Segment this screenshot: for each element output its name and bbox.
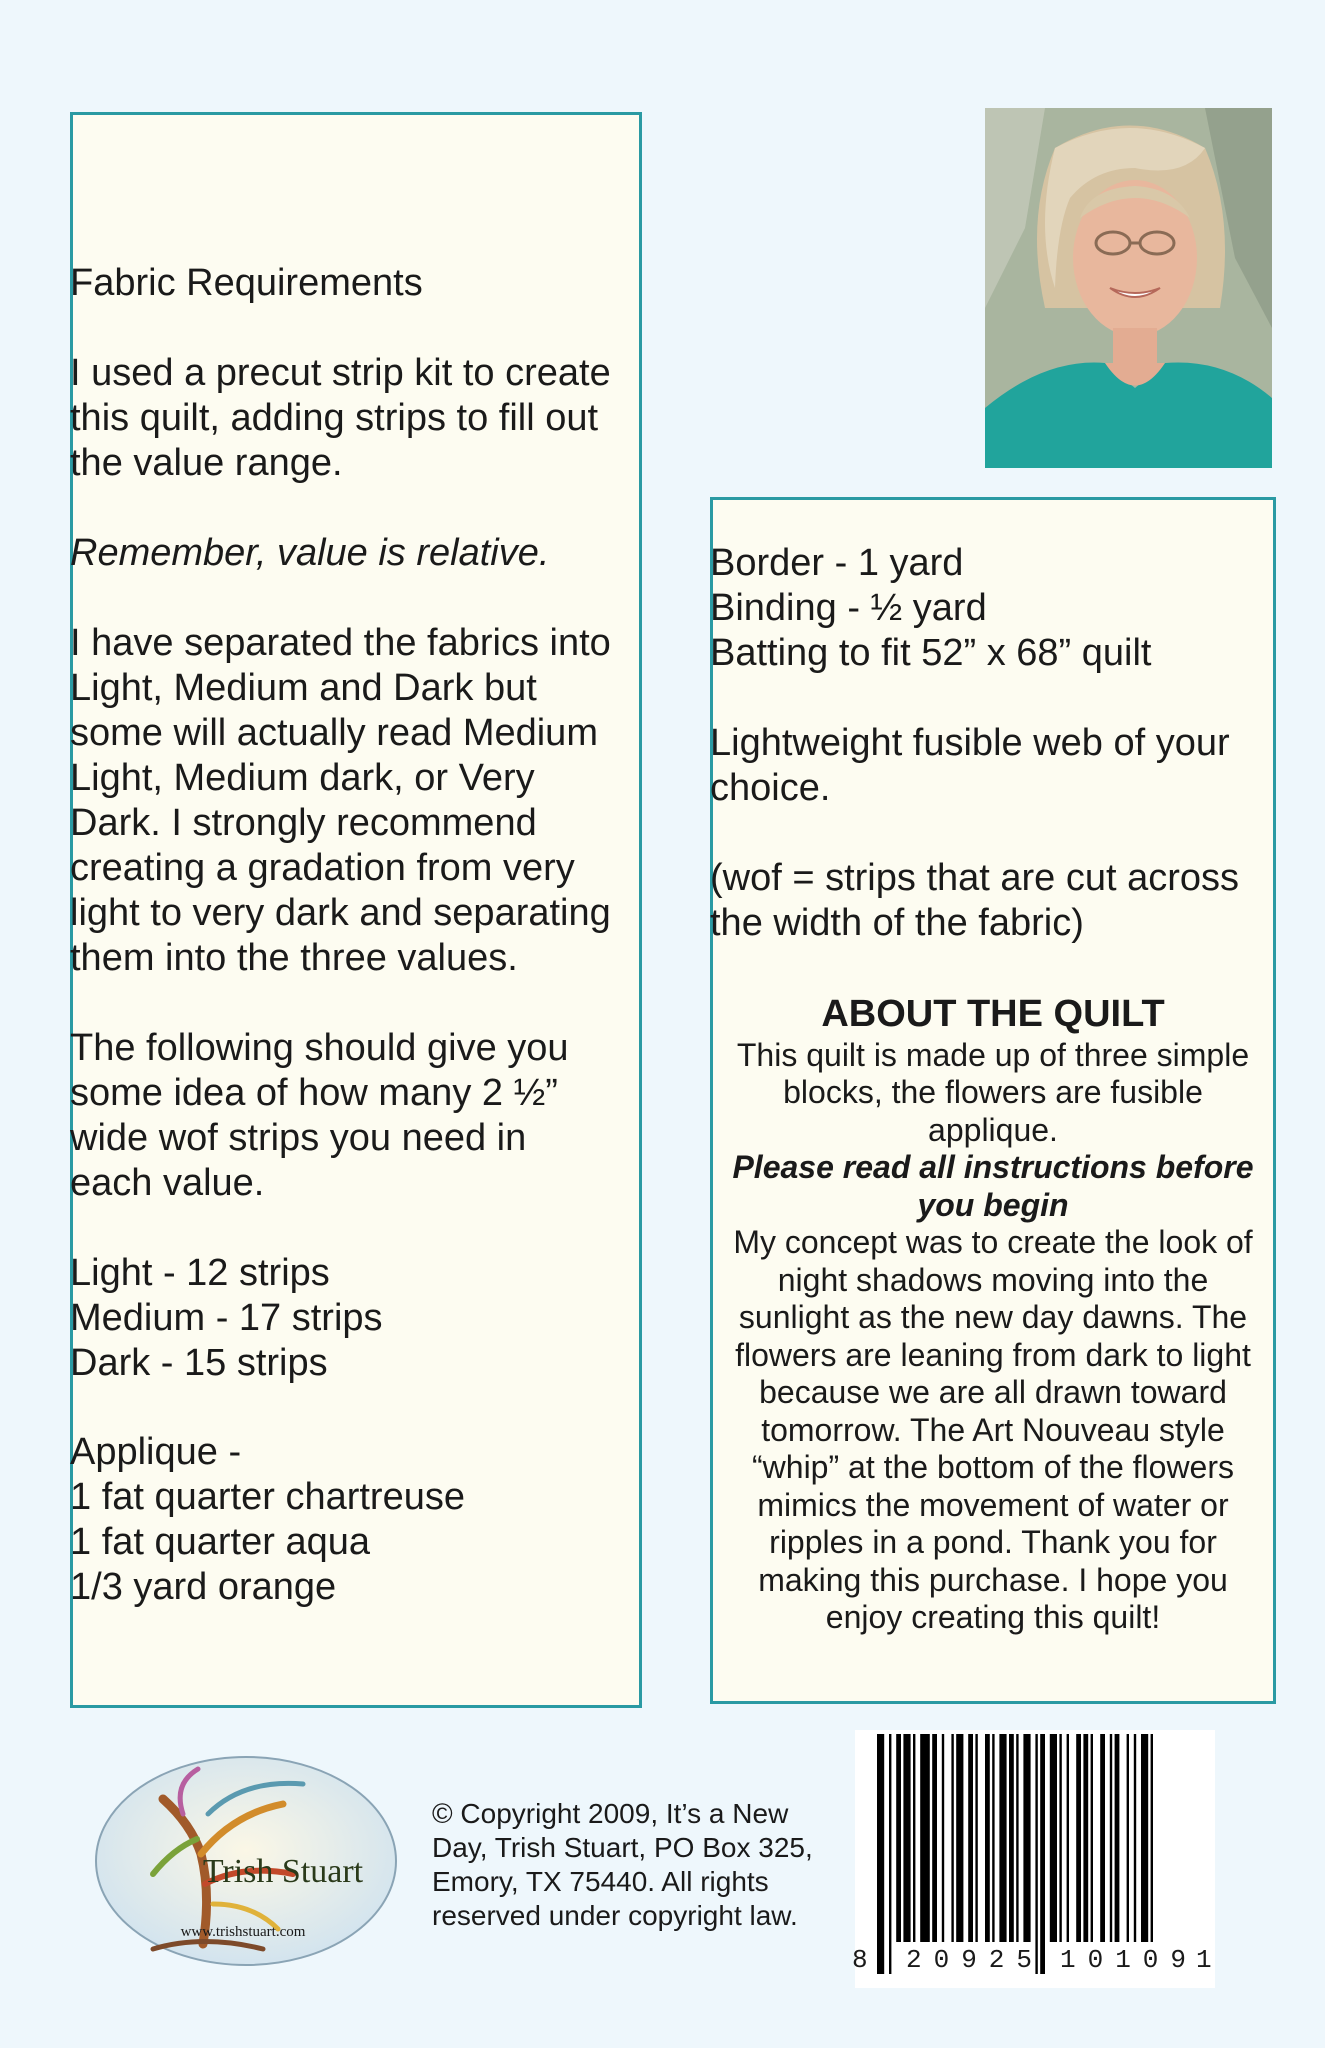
about-text-line: tomorrow. The Art Nouveau style xyxy=(761,1412,1225,1448)
barcode-bar xyxy=(896,1734,901,1942)
barcode-bar xyxy=(1115,1734,1120,1942)
barcode-bar xyxy=(1110,1734,1112,1942)
applique-item: 1/3 yard orange xyxy=(70,1566,337,1608)
designer-photo xyxy=(985,108,1272,468)
about-the-quilt-heading: ABOUT THE QUILT xyxy=(821,993,1165,1035)
barcode-bar xyxy=(968,1734,973,1942)
batting-line: Batting to fit 52” x 68” quilt xyxy=(710,632,1152,674)
barcode-bar xyxy=(1100,1734,1105,1942)
barcode-bar xyxy=(975,1734,977,1942)
text-line: The following should give you xyxy=(70,1027,569,1069)
barcode-digits-right: 10109 xyxy=(1060,1945,1199,1975)
about-text-line: This quilt is made up of three simple xyxy=(736,1037,1250,1073)
text-line: Light, Medium and Dark but xyxy=(70,667,537,709)
text-line: the value range. xyxy=(70,442,343,484)
applique-heading: Applique - xyxy=(70,1431,242,1473)
copyright-line: Emory, TX 75440. All rights xyxy=(432,1866,769,1897)
text-line: the width of the fabric) xyxy=(710,902,1084,944)
text-line: wide wof strips you need in xyxy=(70,1117,527,1159)
copyright-line: reserved under copyright law. xyxy=(432,1900,798,1931)
fabric-requirements-heading: Fabric Requirements xyxy=(70,262,423,304)
barcode-bar xyxy=(1091,1734,1093,1942)
barcode-bar xyxy=(985,1734,990,1942)
about-text-line: flowers are leaning from dark to light xyxy=(735,1337,1251,1373)
copyright-line: © Copyright 2009, It’s a New xyxy=(432,1798,789,1829)
applique-item: 1 fat quarter chartreuse xyxy=(70,1476,465,1518)
barcode-bar xyxy=(942,1734,944,1942)
barcode-bar xyxy=(951,1734,953,1942)
about-text-line: because we are all drawn toward xyxy=(759,1374,1227,1410)
about-text-line: making this purchase. I hope you xyxy=(758,1562,1228,1598)
about-text-line: My concept was to create the look of xyxy=(733,1224,1253,1260)
barcode-bar xyxy=(1141,1734,1148,1942)
barcode-bar xyxy=(992,1734,994,1942)
text-line: Light, Medium dark, or Very xyxy=(70,757,535,799)
text-line: I have separated the fabrics into xyxy=(70,622,611,664)
light-strips-line: Light - 12 strips xyxy=(70,1252,330,1294)
barcode-bar xyxy=(1127,1734,1129,1942)
text-line: each value. xyxy=(70,1162,265,1204)
about-text-line: night shadows moving into the xyxy=(777,1262,1209,1298)
text-line: creating a gradation from very xyxy=(70,847,575,889)
border-line: Border - 1 yard xyxy=(710,542,964,584)
about-text-line: ripples in a pond. Thank you for xyxy=(769,1524,1217,1560)
barcode-bar xyxy=(1035,1734,1037,1974)
text-line: some idea of how many 2 ½” xyxy=(70,1072,558,1114)
barcode-bar xyxy=(932,1734,937,1942)
about-text-line: mimics the movement of water or xyxy=(757,1487,1229,1523)
barcode-bar xyxy=(877,1734,884,1974)
text-line: Dark. I strongly recommend xyxy=(70,802,537,844)
about-text-line: “whip” at the bottom of the flowers xyxy=(752,1449,1234,1485)
read-instructions-note: Please read all instructions before xyxy=(732,1149,1254,1185)
barcode-check-digit: 1 xyxy=(1196,1945,1212,1975)
applique-item: 1 fat quarter aqua xyxy=(70,1521,370,1563)
about-text-line: applique. xyxy=(928,1112,1058,1148)
barcode-bar xyxy=(1134,1734,1136,1942)
barcode-bar xyxy=(920,1734,930,1942)
barcode-bar xyxy=(999,1734,1006,1942)
logo-name: Trish Stuart xyxy=(202,1853,364,1890)
about-text-line: enjoy creating this quilt! xyxy=(825,1599,1161,1635)
barcode-bar xyxy=(1040,1734,1045,1974)
barcode-bar xyxy=(1067,1734,1069,1942)
text-line: (wof = strips that are cut across xyxy=(710,857,1240,899)
barcode-bar xyxy=(1009,1734,1014,1942)
dark-strips-line: Dark - 15 strips xyxy=(70,1342,328,1384)
about-text-line: blocks, the flowers are fusible xyxy=(783,1074,1203,1110)
barcode-bar xyxy=(1050,1734,1057,1942)
binding-line: Binding - ½ yard xyxy=(710,587,987,629)
barcode-digits-left: 20925 xyxy=(906,1945,1045,1975)
barcode-bar xyxy=(1151,1734,1153,1942)
text-line: Lightweight fusible web of your xyxy=(710,722,1230,764)
trish-stuart-logo xyxy=(93,1754,399,1968)
text-line: this quilt, adding strips to fill out xyxy=(70,397,599,439)
barcode-bar xyxy=(1016,1734,1018,1942)
text-line: choice. xyxy=(710,767,831,809)
barcode-bar xyxy=(1023,1734,1030,1942)
logo-url: www.trishstuart.com xyxy=(180,1924,306,1940)
barcode-bar xyxy=(956,1734,963,1942)
copyright-line: Day, Trish Stuart, PO Box 325, xyxy=(432,1832,813,1863)
text-line: light to very dark and separating xyxy=(70,892,611,934)
barcode-bar xyxy=(1083,1734,1088,1942)
text-line: I used a precut strip kit to create xyxy=(70,352,611,394)
barcode-lead-digit: 8 xyxy=(852,1945,868,1975)
barcode-bar xyxy=(1059,1734,1061,1942)
read-instructions-note: you begin xyxy=(917,1187,1069,1223)
barcode-bar xyxy=(903,1734,910,1942)
text-line: them into the three values. xyxy=(70,937,518,979)
barcode-bar xyxy=(1076,1734,1081,1942)
medium-strips-line: Medium - 17 strips xyxy=(70,1297,383,1339)
barcode-bar xyxy=(889,1734,891,1974)
about-text-line: sunlight as the new day dawns. The xyxy=(738,1299,1248,1335)
barcode-bar xyxy=(913,1734,915,1942)
value-relative-note: Remember, value is relative. xyxy=(70,532,550,574)
text-line: some will actually read Medium xyxy=(70,712,598,754)
